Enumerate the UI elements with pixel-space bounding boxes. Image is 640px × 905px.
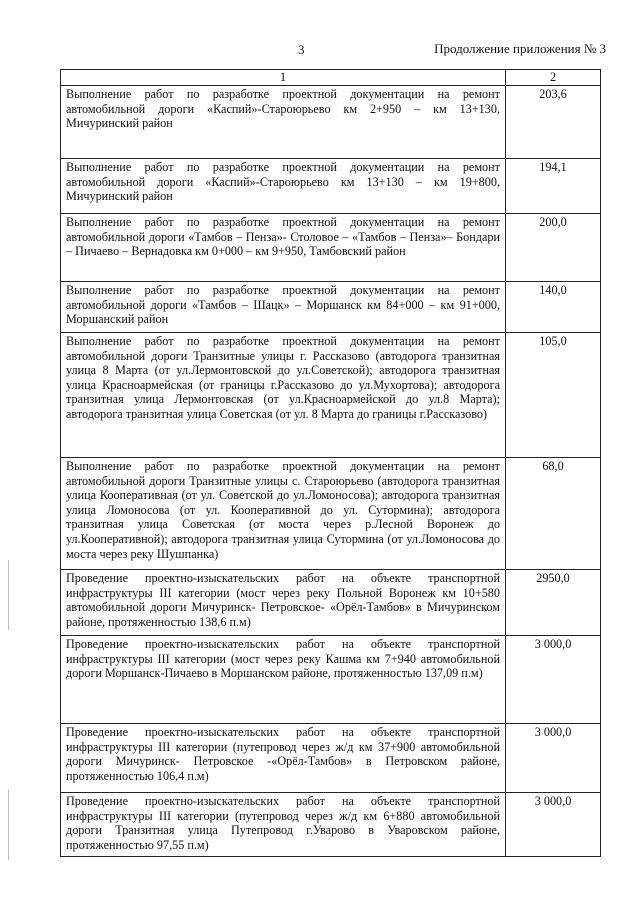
work-description-text: Проведение проектно-изыскательских работ на объекте транспортной инфраструктуры III категории (путепровод через ж/д км 6+880 автомобильной дороги Транзитная улица Путепровод г.Уварово в Уваровском районе, протяженностью 97,55 п.м) — [66, 794, 500, 852]
amount-cell: 105,0 — [506, 333, 601, 458]
work-description — [61, 282, 506, 333]
table-row — [61, 159, 601, 214]
work-description-text: Проведение проектно-изыскательских работ на объекте транспортной инфраструктуры III категории (мост через реку Кашма км 7+940 автомобильной дороги Моршанск-Пичаево в Моршанском районе, протяженностью 137,09 п.м) — [66, 637, 500, 681]
work-description-text: Выполнение работ по разработке проектной документации на ремонт автомобильной дороги «Каспий»-Староюрьево км 2+950 – км 13+130, Мичуринский район — [66, 87, 500, 131]
appendix-table — [60, 69, 601, 857]
work-description — [61, 333, 506, 458]
amount-cell: 194,1 — [506, 159, 601, 214]
work-description-text: Проведение проектно-изыскательских работ на объекте транспортной инфраструктуры III категории (мост через реку Польной Воронеж км 10+580 автомобильной дороги Мичуринск- Петровское- «Орёл-Тамбов» в Мичуринском районе, протяженностью 138,6 п.м) — [66, 571, 500, 629]
work-description-text: Выполнение работ по разработке проектной документации на ремонт автомобильной дороги Транзитные улицы с. Староюрьево (автодорога транзитная улица Кооперативная (от ул. Советской до ул.Ломоносова); автодорога транзитная улица Ломоносова (от ул. Кооперативной до ул. Сутормина); автодорога транзитная улица Советская (от моста через р.Лесной Воронеж до ул.Кооперативной); автодорога транзитная улица Сутормина (от ул.Ломоносова до моста через реку Шушпанка) — [66, 459, 500, 561]
amount-cell: 2950,0 — [506, 570, 601, 636]
work-description — [61, 636, 506, 724]
work-description-text: Проведение проектно-изыскательских работ на объекте транспортной инфраструктуры III категории (путепровод через ж/д км 37+900 автомобильной дороги Мичуринск- Петровское -«Орёл-Тамбов» в Петровском районе, протяженностью 106,4 п.м) — [66, 725, 500, 783]
amount-cell: 203,6 — [506, 86, 601, 159]
table-row — [61, 214, 601, 282]
scan-edge-mark — [8, 790, 9, 860]
table-row — [61, 333, 601, 458]
work-description — [61, 214, 506, 282]
column-header-1: 1 — [61, 70, 506, 86]
table-row — [61, 793, 601, 857]
work-description — [61, 159, 506, 214]
work-description-text: Выполнение работ по разработке проектной документации на ремонт автомобильной дороги «Тамбов – Шацк» – Моршанск км 84+000 – км 91+000, Моршанский район — [66, 283, 500, 327]
amount-cell: 3 000,0 — [506, 724, 601, 793]
amount-cell: 200,0 — [506, 214, 601, 282]
work-description — [61, 793, 506, 857]
amount-cell: 140,0 — [506, 282, 601, 333]
page-number: 3 — [298, 42, 305, 57]
table-row — [61, 86, 601, 159]
continuation-label: Продолжение приложения № 3 — [434, 41, 606, 56]
table-row — [61, 570, 601, 636]
work-description — [61, 458, 506, 570]
amount-cell: 3 000,0 — [506, 636, 601, 724]
amount-cell: 68,0 — [506, 458, 601, 570]
work-description-text: Выполнение работ по разработке проектной документации на ремонт автомобильной дороги «Каспий»-Староюрьево км 13+130 – км 19+800, Мичуринский район — [66, 160, 500, 204]
work-description — [61, 724, 506, 793]
work-description-text: Выполнение работ по разработке проектной документации на ремонт автомобильной дороги «Тамбов – Пенза»- Столовое – «Тамбов – Пенза»– Бондари – Пичаево – Вернадовка км 0+000 – км 9+950, Тамбовский район — [66, 215, 500, 259]
work-description — [61, 570, 506, 636]
work-description-text: Выполнение работ по разработке проектной документации на ремонт автомобильной дороги Транзитные улицы г. Рассказово (автодорога транзитная улица 8 Марта (от ул.Лермонтовской до ул.Советской); автодорога транзитная улица Красноармейская (от границы г.Рассказово до ул.Мухортова); автодорога транзитная улица Лермонтовская (от ул.Красноармейской до ул.8 Марта); автодорога транзитная улица Советская (от ул. 8 Марта до границы г.Рассказово) — [66, 334, 500, 421]
column-header-2: 2 — [506, 70, 601, 86]
scan-edge-mark — [8, 560, 9, 630]
table-row — [61, 724, 601, 793]
table-row — [61, 458, 601, 570]
amount-cell: 3 000,0 — [506, 793, 601, 857]
table-row — [61, 636, 601, 724]
work-description — [61, 86, 506, 159]
table-row — [61, 282, 601, 333]
table-header-row — [61, 70, 601, 86]
